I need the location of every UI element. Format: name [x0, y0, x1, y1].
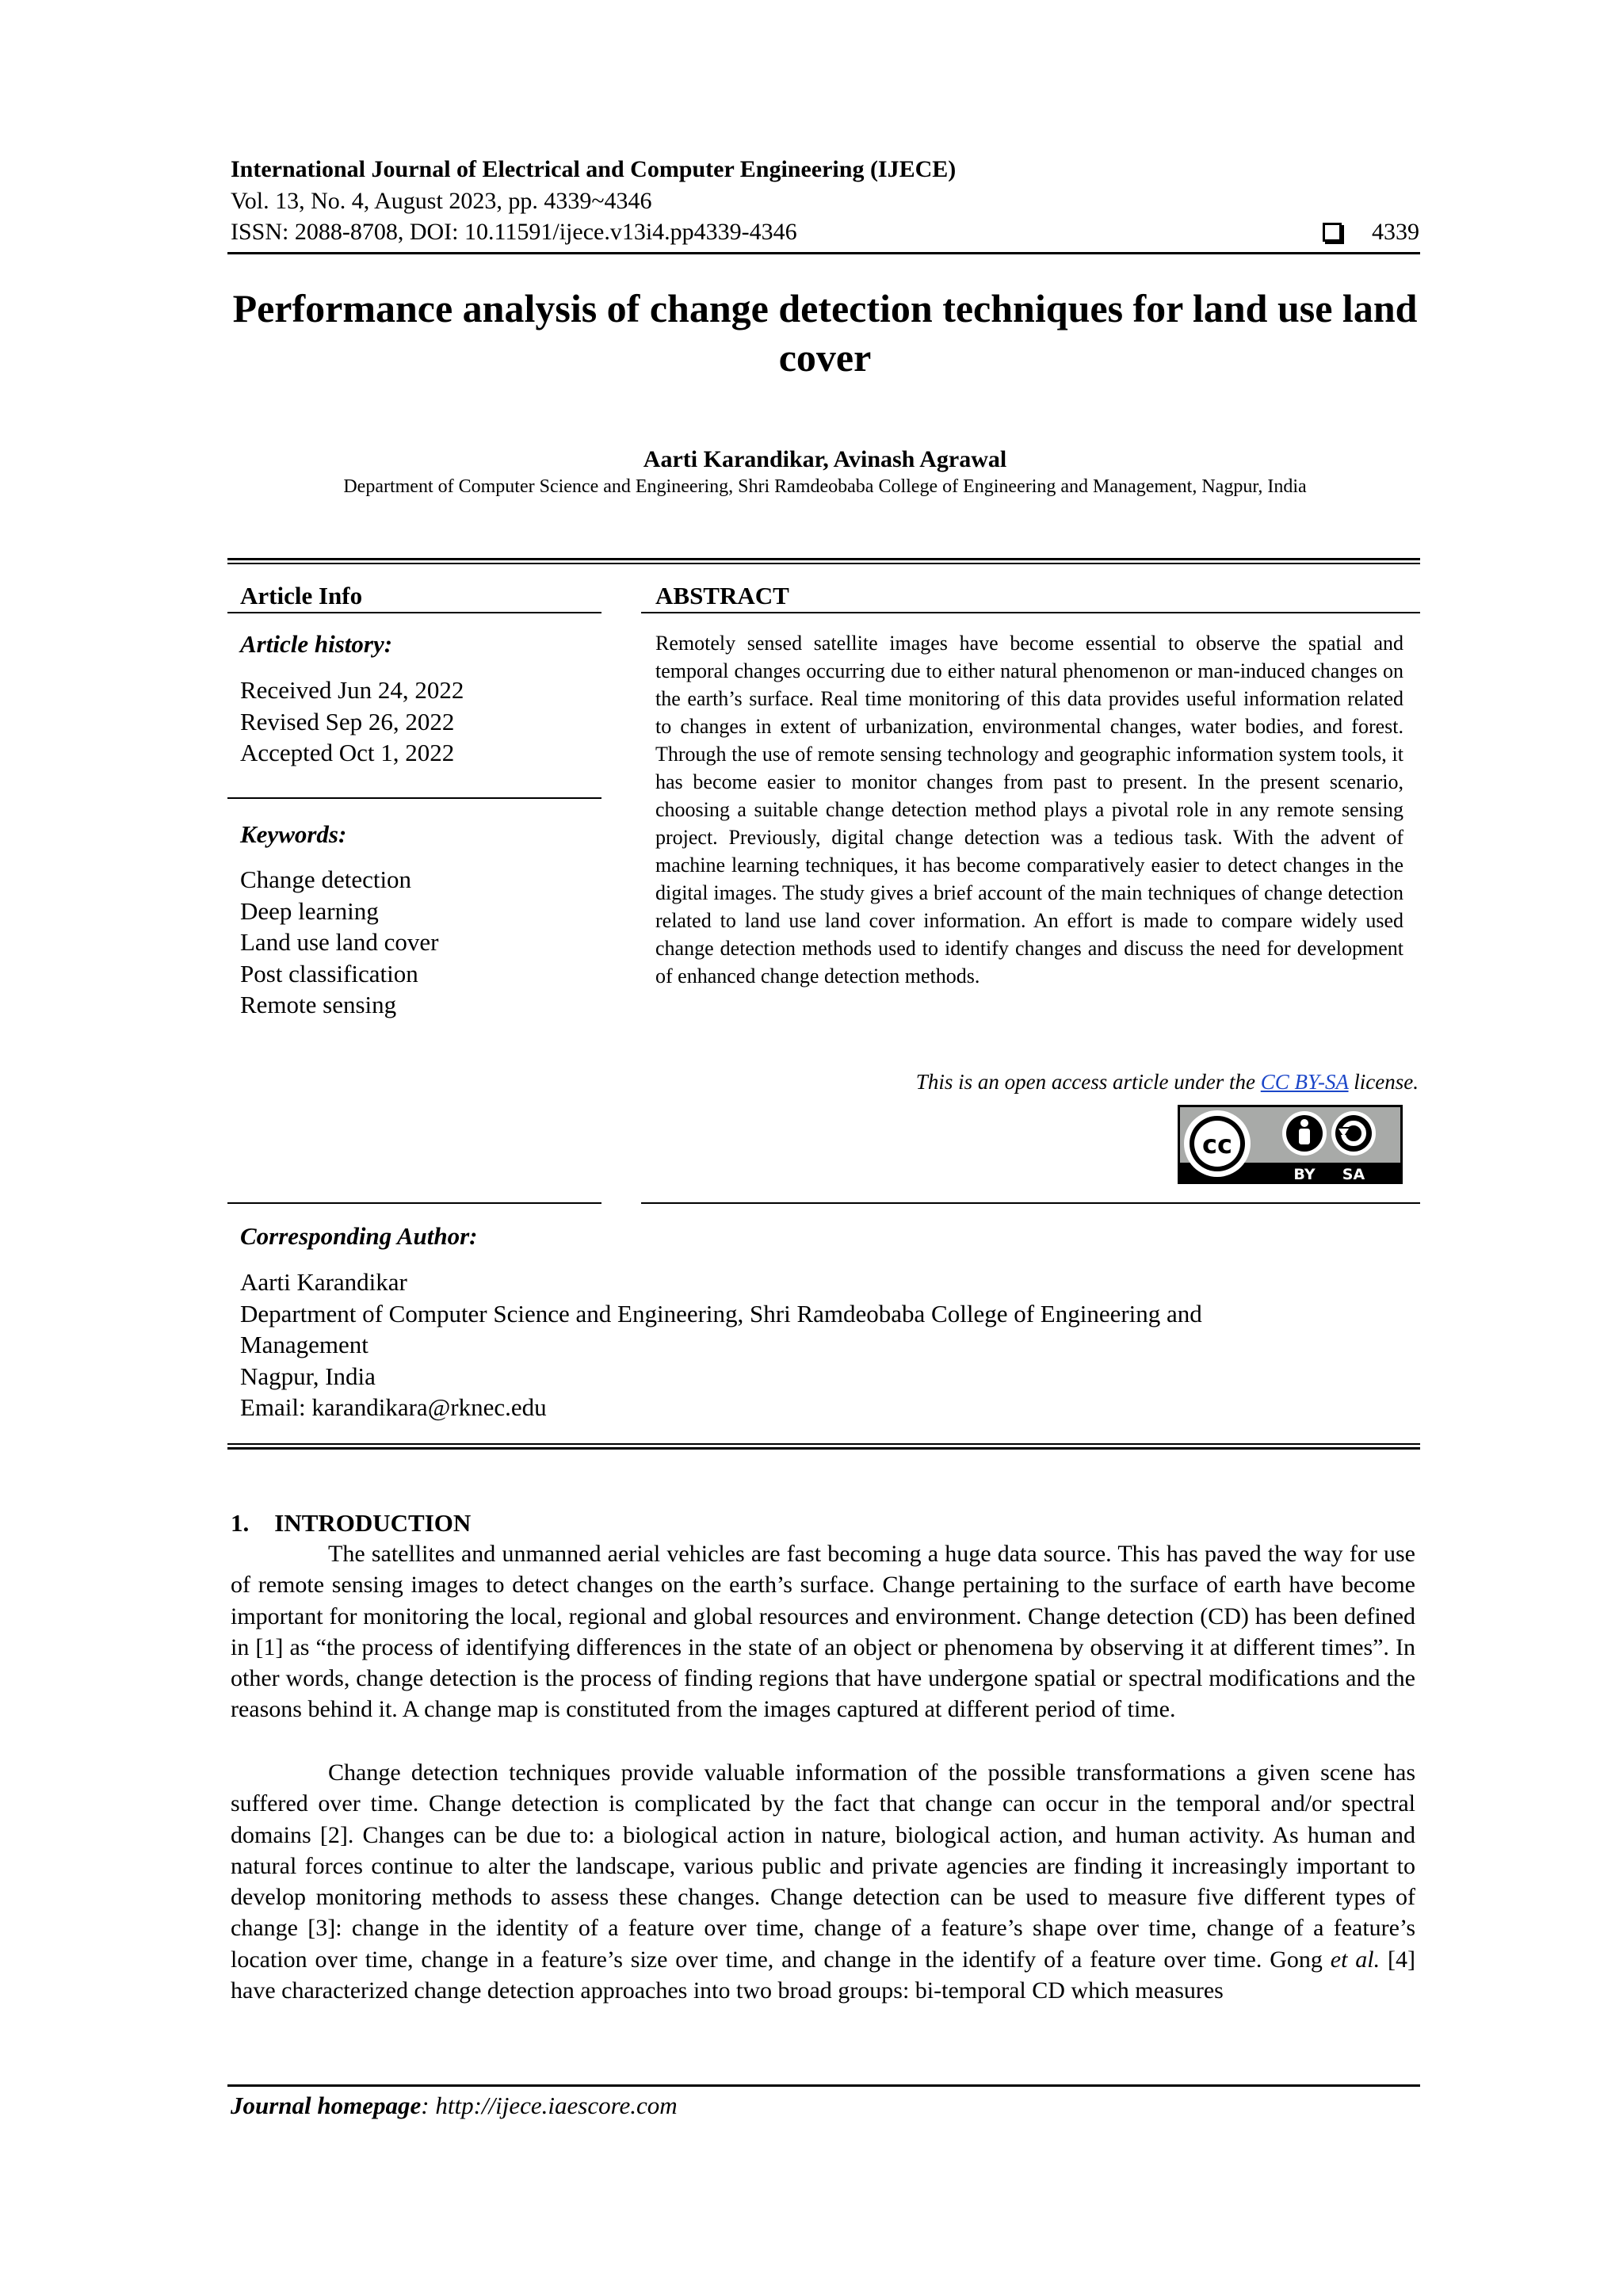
article-history [240, 674, 464, 769]
keywords-list [240, 864, 438, 1021]
abstract-rule [641, 612, 1420, 613]
accepted-date: Accepted Oct 1, 2022 [240, 739, 455, 766]
homepage-url[interactable]: : http://ijece.iaescore.com [421, 2092, 678, 2119]
intro-p2-text: Change detection techniques provide valuable information of the possible transformations a given scene has suffered over time. Change detection is complicated by the fact that change can occur in the temporal and/or spectral domains [2]. Changes can be due to: a biological action in nature, biological action, and human activity. As human and natural forces continue to alter the landscape, various public and private agencies are finding it increasingly important to develop monitoring methods to assess these changes. Change detection can be used to measure five different types of change [3]: change in the identity of a feature over time, change of a feature’s shape over time, change of a feature’s location over time, change in a feature’s size over time, and change in the identify of a feature over time. Gong [231, 1759, 1415, 1973]
keywords-rule [227, 797, 601, 799]
author-name: Aarti Karandikar [240, 1268, 407, 1296]
received-date: Received Jun 24, 2022 [240, 676, 464, 704]
paper-title: Performance analysis of change detection techniques for land use land cover [232, 286, 1418, 380]
abstract-bottom-rule [641, 1202, 1420, 1204]
author-email: Email: karandikara@rknec.edu [240, 1393, 547, 1421]
authors: Aarti Karandikar, Avinash Agrawal [643, 446, 1007, 472]
footer-rule [227, 2084, 1420, 2087]
article-info-rule [227, 612, 601, 613]
badge-sa-label: SA [1342, 1166, 1365, 1183]
keyword: Deep learning [240, 896, 379, 925]
cc-by-sa-badge[interactable] [1178, 1105, 1403, 1184]
info-bottom-rule [227, 1447, 1420, 1450]
introduction-heading [231, 1507, 471, 1539]
homepage-label: Journal homepage [231, 2092, 422, 2119]
section-title: INTRODUCTION [274, 1509, 472, 1537]
journal-homepage [231, 2090, 678, 2122]
article-history-heading: Article history: [240, 630, 393, 658]
volume-info: Vol. 13, No. 4, August 2023, pp. 4339~4346 [231, 188, 652, 214]
square-bullet-icon [1323, 223, 1342, 242]
intro-paragraph-2 [231, 1757, 1415, 2006]
info-bottom-rule-thin [227, 1443, 1420, 1445]
author-city: Nagpur, India [240, 1362, 376, 1390]
license-suffix: license. [1348, 1070, 1419, 1094]
author-department: Department of Computer Science and Engineering, Shri Ramdeobaba College of Engineering and [240, 1299, 1202, 1328]
share-alike-icon [1331, 1111, 1376, 1156]
license-note [916, 1068, 1419, 1096]
license-prefix: This is an open access article under the [915, 1070, 1261, 1094]
keywords-heading: Keywords: [240, 820, 347, 848]
keyword: Land use land cover [240, 928, 439, 956]
keyword: Remote sensing [240, 991, 397, 1018]
info-top-rule-thin [227, 563, 1420, 564]
intro-p2-etal: et al. [1330, 1946, 1381, 1973]
revised-date: Revised Sep 26, 2022 [240, 707, 455, 735]
article-info-bottom-rule [227, 1202, 601, 1204]
page-number-block [1323, 216, 1419, 248]
attribution-icon [1282, 1111, 1327, 1156]
cc-icon [1184, 1110, 1251, 1177]
issn-doi: ISSN: 2088-8708, DOI: 10.11591/ijece.v13i4.pp4339-4346 [231, 219, 797, 245]
cc-letters: cc [1202, 1129, 1232, 1159]
article-info-heading: Article Info [240, 582, 363, 609]
journal-name: International Journal of Electrical and Computer Engineering (IJECE) [231, 156, 957, 182]
corresponding-heading: Corresponding Author: [240, 1222, 478, 1250]
keyword: Change detection [240, 865, 412, 893]
intro-p2-text-end: [4] have characterized change detection approaches into two broad groups: bi-temporal CD which measures [231, 1946, 1415, 2004]
license-link[interactable]: CC BY-SA [1260, 1070, 1349, 1094]
page-number: 4339 [1372, 219, 1419, 245]
info-top-rule [227, 558, 1420, 560]
abstract-heading: ABSTRACT [655, 582, 789, 609]
corresponding-author [240, 1221, 1429, 1423]
intro-paragraph-1: The satellites and unmanned aerial vehicles are fast becoming a huge data source. This has paved the way for use of remote sensing images to detect changes on the earth’s surface. Change pertaining to the surface of earth have become important for monitoring the local, regional and global resources and environment. Change detection (CD) has been defined in [1] as “the process of identifying differences in the state of an object or phenomena by observing it at different times”. In other words, change detection is the process of finding regions that have undergone spatial or spectral modifications and the reasons behind it. A change map is constituted from the images captured at different period of time. [231, 1541, 1415, 1723]
abstract-text: Remotely sensed satellite images have become essential to observe the spatial and temporal changes occurring due to either natural phenomenon or man-induced changes on the earth’s surface. Real time monitoring of this data provides useful information related to changes in extent of urbanization, environmental changes, water bodies, and forest. Through the use of remote sensing technology and geographic information system tools, it has become easier to monitor changes from past to present. In the present scenario, choosing a suitable change detection method plays a pivotal role in any remote sensing project. Previously, digital change detection was a tedious task. With the advent of machine learning techniques, it has become comparatively easier to detect changes in the digital images. The study gives a brief account of the main techniques of change detection related to land use land cover information. An effort is made to compare widely used change detection methods used to identify changes and discuss the need for development of enhanced change detection methods. [655, 632, 1403, 988]
keyword: Post classification [240, 959, 418, 988]
author-department-cont: Management [240, 1331, 369, 1358]
section-number: 1. [231, 1509, 250, 1537]
badge-by-label: BY [1293, 1166, 1316, 1183]
affiliation: Department of Computer Science and Engineering, Shri Ramdeobaba College of Engineering and Management, Nagpur, India [343, 476, 1307, 497]
header-rule [227, 252, 1420, 254]
